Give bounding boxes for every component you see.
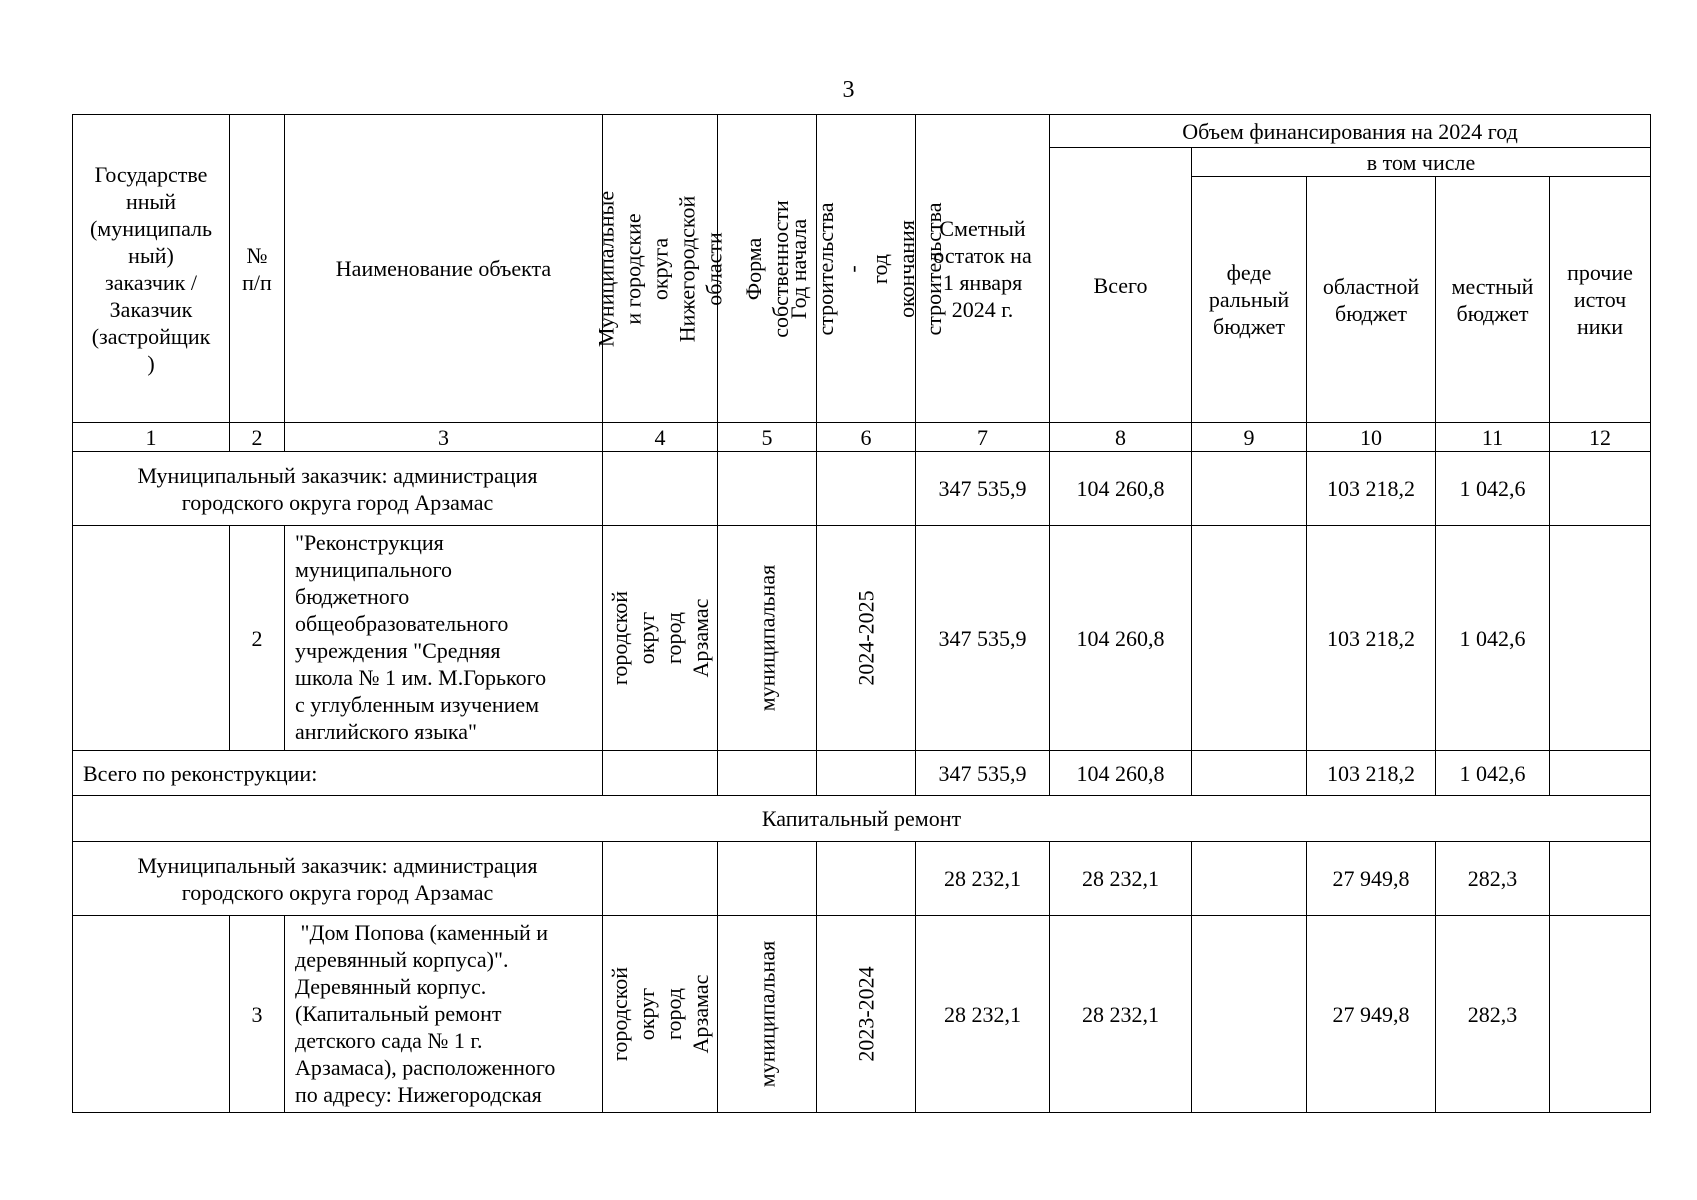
local-value: 1 042,6 <box>1436 526 1550 751</box>
column-number: 6 <box>817 423 916 452</box>
local-value: 1 042,6 <box>1436 751 1550 796</box>
customer-label: Муниципальный заказчик: администрация городского округа город Арзамас <box>73 452 603 526</box>
header-balance: Сметный остаток на 1 января 2024 г. <box>916 115 1050 423</box>
column-number: 3 <box>285 423 603 452</box>
header-years-text: Год начала строительства - год окончания строительства <box>786 201 946 336</box>
header-ownership-text: Форма собственности <box>741 199 793 338</box>
balance-value: 347 535,9 <box>916 526 1050 751</box>
object-name: "Реконструкция муниципального бюджетного общеобразовательного учреждения "Средняя школа № 1 им. М.Горького с углубленным изучением английского языка" <box>285 526 603 751</box>
column-number: 11 <box>1436 423 1550 452</box>
table-row <box>73 842 1651 916</box>
subtotal-label: Всего по реконструкции: <box>73 751 603 796</box>
federal-value <box>1192 916 1307 1113</box>
years-cell <box>817 916 916 1113</box>
ownership-value: муниципальная <box>754 564 780 712</box>
header-number: № п/п <box>230 115 285 423</box>
other-value <box>1550 526 1651 751</box>
column-numbers-row <box>73 423 1651 452</box>
total-value: 104 260,8 <box>1050 751 1192 796</box>
ownership-cell <box>718 916 817 1113</box>
local-value: 1 042,6 <box>1436 452 1550 526</box>
empty-cell <box>817 751 916 796</box>
total-value: 104 260,8 <box>1050 526 1192 751</box>
municipality-value: городской округ город Арзамас <box>607 966 713 1062</box>
balance-value: 28 232,1 <box>916 916 1050 1113</box>
page-number: 3 <box>842 77 855 103</box>
local-value: 282,3 <box>1436 842 1550 916</box>
regional-value: 27 949,8 <box>1307 916 1436 1113</box>
other-value <box>1550 452 1651 526</box>
column-number: 1 <box>73 423 230 452</box>
years-cell <box>817 526 916 751</box>
header-total: Всего <box>1050 148 1192 423</box>
header-municipality-text: Муниципальные и городские округа Нижегородской области <box>593 190 727 347</box>
table-row <box>73 526 1651 751</box>
header-federal: феде ральный бюджет <box>1192 177 1307 423</box>
years-value: 2023-2024 <box>853 966 879 1062</box>
other-value <box>1550 751 1651 796</box>
table-row <box>73 452 1651 526</box>
regional-value: 103 218,2 <box>1307 751 1436 796</box>
empty-cell <box>73 916 230 1113</box>
empty-cell <box>718 751 817 796</box>
header-regional: областной бюджет <box>1307 177 1436 423</box>
item-number: 2 <box>230 526 285 751</box>
column-number: 12 <box>1550 423 1651 452</box>
municipality-cell <box>603 916 718 1113</box>
header-customer: Государстве нный (муниципаль ный) заказчик / Заказчик (застройщик ) <box>73 115 230 423</box>
empty-cell <box>718 842 817 916</box>
municipality-value: городской округ город Арзамас <box>607 590 713 686</box>
federal-value <box>1192 751 1307 796</box>
federal-value <box>1192 842 1307 916</box>
regional-value: 27 949,8 <box>1307 842 1436 916</box>
total-value: 28 232,1 <box>1050 842 1192 916</box>
column-number: 9 <box>1192 423 1307 452</box>
balance-value: 28 232,1 <box>916 842 1050 916</box>
column-number: 5 <box>718 423 817 452</box>
funding-table <box>72 114 1651 1113</box>
column-number: 4 <box>603 423 718 452</box>
balance-value: 347 535,9 <box>916 452 1050 526</box>
header-object-name: Наименование объекта <box>285 115 603 423</box>
empty-cell <box>603 751 718 796</box>
table-row <box>73 916 1651 1113</box>
total-value: 104 260,8 <box>1050 452 1192 526</box>
balance-value: 347 535,9 <box>916 751 1050 796</box>
municipality-cell <box>603 526 718 751</box>
other-value <box>1550 916 1651 1113</box>
federal-value <box>1192 452 1307 526</box>
header-funding-group: Объем финансирования на 2024 год <box>1050 115 1651 148</box>
customer-label: Муниципальный заказчик: администрация городского округа город Арзамас <box>73 842 603 916</box>
header-years <box>786 115 946 423</box>
ownership-cell <box>718 526 817 751</box>
section-row <box>73 796 1651 842</box>
header-including: в том числе <box>1192 148 1651 177</box>
ownership-value: муниципальная <box>754 940 780 1088</box>
empty-cell <box>603 842 718 916</box>
header-local: местный бюджет <box>1436 177 1550 423</box>
regional-value: 103 218,2 <box>1307 526 1436 751</box>
other-value <box>1550 842 1651 916</box>
empty-cell <box>817 452 916 526</box>
empty-cell <box>718 452 817 526</box>
column-number: 7 <box>916 423 1050 452</box>
section-title: Капитальный ремонт <box>73 796 1651 842</box>
federal-value <box>1192 526 1307 751</box>
empty-cell <box>603 452 718 526</box>
item-number: 3 <box>230 916 285 1113</box>
header-other: прочие источ ники <box>1550 177 1651 423</box>
table-row <box>73 751 1651 796</box>
empty-cell <box>73 526 230 751</box>
empty-cell <box>817 842 916 916</box>
column-number: 8 <box>1050 423 1192 452</box>
years-value: 2024-2025 <box>853 590 879 686</box>
column-number: 2 <box>230 423 285 452</box>
total-value: 28 232,1 <box>1050 916 1192 1113</box>
regional-value: 103 218,2 <box>1307 452 1436 526</box>
header-municipality <box>593 115 727 423</box>
local-value: 282,3 <box>1436 916 1550 1113</box>
column-number: 10 <box>1307 423 1436 452</box>
object-name: "Дом Попова (каменный и деревянный корпуса)". Деревянный корпус. (Капитальный ремонт детского сада № 1 г. Арзамаса), расположенного по адресу: Нижегородская <box>285 916 603 1113</box>
